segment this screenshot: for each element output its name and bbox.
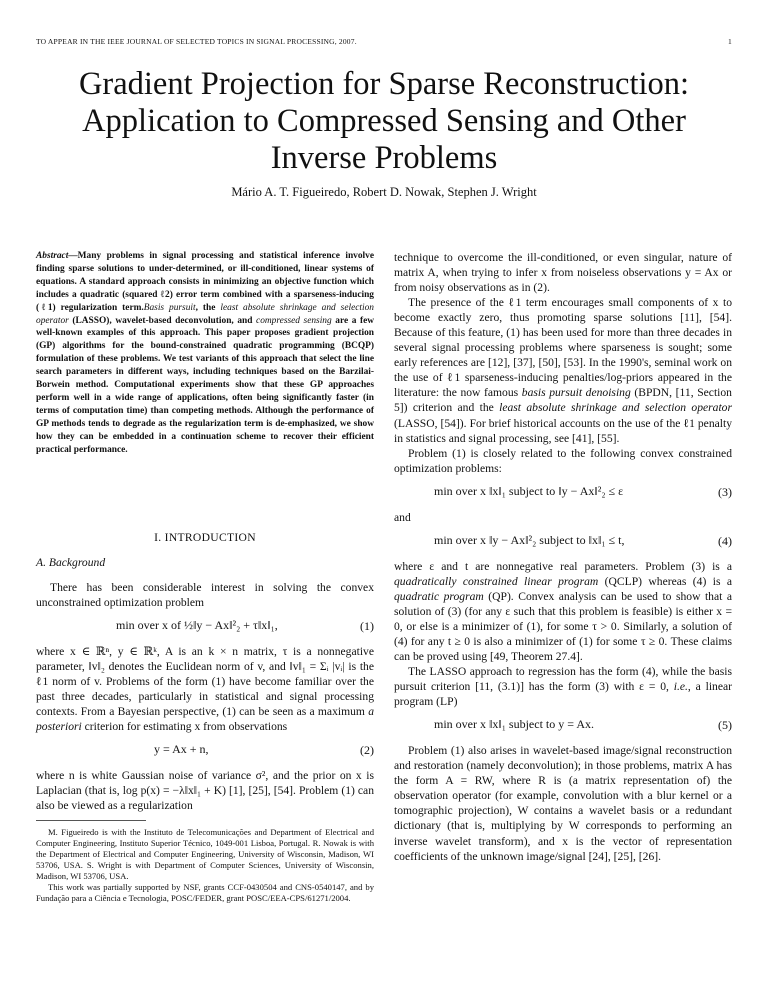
author-list: Mário A. T. Figueiredo, Robert D. Nowak, Stephen J. Wright xyxy=(231,185,537,199)
equation-1-number: (1) xyxy=(360,619,374,634)
right-column xyxy=(394,250,732,864)
equation-5-body: min over x ‖x‖₁ subject to y = Ax. xyxy=(434,717,595,732)
abstract xyxy=(36,250,374,457)
right-paragraph-5 xyxy=(394,664,732,709)
equation-2-number: (2) xyxy=(360,743,374,758)
equation-4 xyxy=(394,525,732,559)
right-lasso: least absolute shrinkage and selection operator xyxy=(499,401,732,415)
intro-paragraph-2 xyxy=(36,644,374,734)
equation-3-body: min over x ‖x‖₁ subject to ‖y − Ax‖²₂ ≤ ε xyxy=(434,483,624,498)
right-paragraph-1: technique to overcome the ill-conditioned, or even singular, nature of matrix A, when trying to infer x from noiseless observations y = Ax or from noisy observations as in (2). xyxy=(394,251,732,295)
section-heading: I. INTRODUCTION xyxy=(154,531,256,544)
paper-title xyxy=(60,66,708,177)
right-paragraph-4-a: where ε and t are nonnegative real parameters. Problem (3) is a xyxy=(394,559,732,573)
right-paragraph-3: Problem (1) is closely related to the following convex constrained optimization problems: xyxy=(394,446,732,475)
right-paragraph-4 xyxy=(394,559,732,664)
abstract-text-b: , the xyxy=(195,302,216,313)
title-line-2: Application to Compressed Sensing and Other xyxy=(82,103,686,139)
intro-a-posteriori: a posteriori xyxy=(36,705,375,734)
running-head-text: TO APPEAR IN THE IEEE JOURNAL OF SELECTED TOPICS IN SIGNAL PROCESSING, 2007. xyxy=(36,37,357,46)
right-paragraph-5-a: The LASSO approach to regression has the form (4), while the basis pursuit criterion [11, (3.1)] has the form (3) with ε = 0, xyxy=(394,665,732,694)
equation-3 xyxy=(394,476,732,510)
right-paragraph-2 xyxy=(394,295,732,445)
page-number: 1 xyxy=(728,37,732,46)
abstract-lasso: least absolute shrinkage and selection operator xyxy=(36,302,374,326)
running-header xyxy=(36,37,732,46)
equation-1 xyxy=(36,610,374,644)
footnote-affiliations: M. Figueiredo is with the Instituto de Telecomunicações and Department of Electrical and Computer Engineering, Instituto Superior Técnico, 1049-001 Lisboa, Portugal. R. Nowak is with the Department of Electrical and Computer Engineering, University of Wisconsin, Madison, WI 53706, USA. S. Wright is with Department of Computer Sciences, University of Wisconsin, Madison, WI 53706, USA. xyxy=(36,827,374,881)
intro-paragraph-3: where n is white Gaussian noise of variance σ², and the prior on x is Laplacian (that is, log p(x) = −λ‖x‖₁ + K) [1], [25], [54]. Problem (1) can also be viewed as a regularization xyxy=(36,769,374,813)
title-line-3: Inverse Problems xyxy=(270,140,498,176)
right-qp: quadratic program xyxy=(394,589,484,603)
footnote-rule xyxy=(36,820,146,821)
abstract-compressed-sensing: compressed sensing xyxy=(256,315,332,326)
title-line-1: Gradient Projection for Sparse Reconstruction: xyxy=(78,66,690,102)
equation-5-number: (5) xyxy=(718,718,732,733)
equation-1-body: min over x of ½‖y − Ax‖²₂ + τ‖x‖₁, xyxy=(116,618,278,633)
right-paragraph-5-b: , a linear program (LP) xyxy=(394,680,733,709)
intro-paragraph-1: There has been considerable interest in solving the convex unconstrained optimization problem xyxy=(36,581,374,610)
right-ie: i.e. xyxy=(673,680,688,694)
equation-2-body: y = Ax + n, xyxy=(154,742,209,757)
right-paragraph-6: Problem (1) also arises in wavelet-based image/signal reconstruction and restoration (namely deconvolution); in those problems, matrix A has the form A = RW, where R is (a matrix representation of) the observation operator (for example, convolution with a blur kernel or a tomographic projection), W contains a wavelet basis or a redundant dictionary (that is, multiplying by W corresponds to performing an inverse wavelet transform), and x is the vector of representation coefficients of the unknown image/signal [24], [25], [26]. xyxy=(394,744,732,863)
abstract-text-d: are a few well-known examples of this approach. This paper proposes gradient projection (GP) algorithms for the bound-constrained quadratic programming (BCQP) formulation of these problems. We test variants of this approach that select the line search parameters in different ways, including techniques based on the Barzilai-Borwein method. Computational experiments show that these GP approaches perform well in a wide range of applications, often being significantly faster (in terms of computation time) than competing methods. Although the performance of GP methods tends to degrade as the regularization term is de-emphasized, we show how they can be embedded in a continuation scheme to recover their efficient practical performance. xyxy=(36,315,375,455)
subsection-heading: A. Background xyxy=(36,556,106,569)
equation-4-number: (4) xyxy=(718,533,732,548)
right-paragraph-2-b: (BPDN, [11, Section 5]) criterion and the xyxy=(394,386,732,415)
intro-paragraph-2-end: criterion for estimating x from observations xyxy=(84,720,288,734)
equation-3-number: (3) xyxy=(718,484,732,499)
footnote-funding: This work was partially supported by NSF, grants CCF-0430504 and CNS-0540147, and by Fundação para a Ciência e Tecnologia, POSC/FEDER, grant POSC/EEA-CPS/61271/2004. xyxy=(36,882,374,903)
right-paragraph-4-c: (QP). Convex analysis can be used to show that a solution of (3) (for any ε such that this problem is feasible) is either x = 0, or else is a minimizer of (1), for some τ > 0. Similarly, a solution of (4) for any t ≥ 0 is also a minimizer of (1) for some τ ≥ 0. These claims can be proved using [49, Theorem 27.4]. xyxy=(394,589,732,664)
abstract-text-a: —Many problems in signal processing and statistical inference involve finding sparse solutions to under-determined, or ill-conditioned, linear systems of equations. A standard approach consists in minimizing an objective function which includes a quadratic (squared ℓ2) error term combined with a sparseness-inducing (ℓ1) regularization term. xyxy=(36,251,374,313)
equation-5 xyxy=(394,709,732,743)
right-paragraph-2-c: (LASSO, [54]). For brief historical accounts on the use of the ℓ1 penalty in statistics and signal processing, see [41], [55]. xyxy=(394,416,732,445)
right-bpdn: basis pursuit denoising xyxy=(521,386,631,400)
and-text: and xyxy=(394,510,411,524)
abstract-text-c: (LASSO), wavelet-based deconvolution, and xyxy=(72,315,253,326)
left-column xyxy=(36,250,374,457)
right-qclp: quadratically constrained linear program xyxy=(394,574,599,588)
abstract-basis-pursuit: Basis pursuit xyxy=(143,302,196,313)
intro-paragraph-2-text: where x ∈ ℝⁿ, y ∈ ℝᵏ, A is an k × n matrix, τ is a nonnegative parameter, ‖v‖₂ denotes the Euclidean norm of v, and ‖v‖₁ = Σᵢ |vᵢ| is the ℓ1 norm of v. Problems of the form (1) have become familiar over the past three decades, particularly in statistical and signal processing contexts. From a Bayesian perspective, (1) can be seen as a maximum xyxy=(36,645,374,719)
intro-body xyxy=(36,580,374,814)
right-paragraph-2-text: The presence of the ℓ1 term encourages small components of x to become exactly zero, thus promoting sparse solutions [11], [54]. Because of this feature, (1) has been used for more than three decades in several signal processing problems where sparseness is sought; some early references are [12], [37], [50], [53]. In the 1990's, seminal work on the use of ℓ1 sparseness-inducing penalties/log-priors appeared in the literature: the now famous xyxy=(394,296,732,400)
abstract-label: Abstract xyxy=(36,251,69,261)
equation-4-body: min over x ‖y − Ax‖²₂ subject to ‖x‖₁ ≤ t, xyxy=(434,532,625,547)
right-paragraph-4-b: (QCLP) whereas (4) is a xyxy=(604,574,732,588)
equation-2 xyxy=(36,734,374,768)
footnotes xyxy=(36,827,374,904)
